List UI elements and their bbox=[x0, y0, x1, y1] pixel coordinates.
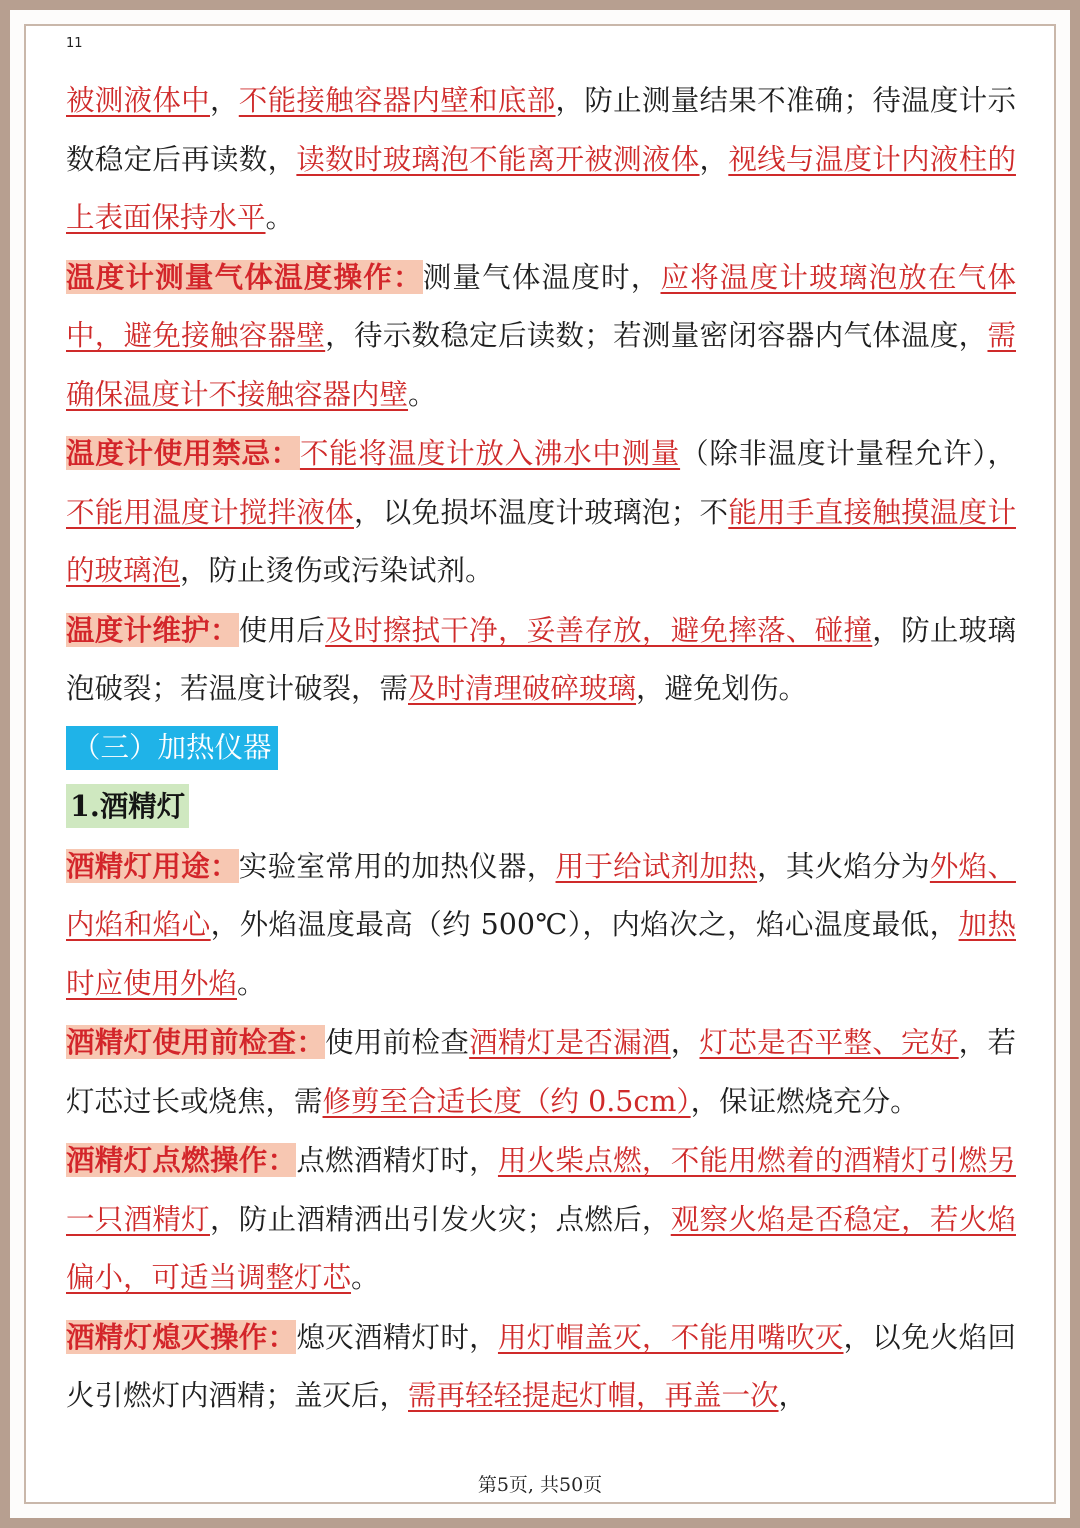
text: ，避免划伤。 bbox=[636, 672, 808, 705]
text: ，其火焰分为 bbox=[757, 849, 930, 883]
text: 。 bbox=[237, 966, 266, 1000]
text: 使用前检查 bbox=[325, 1026, 470, 1059]
section-heading-row bbox=[66, 719, 1016, 778]
text: 实验室常用的加热仪器， bbox=[238, 849, 556, 883]
subsection-heading-row bbox=[66, 777, 1016, 837]
text: ， bbox=[699, 142, 729, 176]
document-body bbox=[66, 72, 1016, 1426]
label-lamp-purpose: 酒精灯用途： bbox=[66, 848, 239, 883]
key-point: 修剪至合适长度（约 0.5cm） bbox=[322, 1084, 691, 1118]
key-point: 被测液体中 bbox=[66, 84, 210, 117]
text: ，防止酒精洒出引发火灾；点燃后， bbox=[209, 1202, 671, 1236]
text: ， bbox=[209, 84, 239, 117]
key-point: 需确保温度计不接触容器内壁 bbox=[66, 319, 1016, 411]
key-point: 能用手直接触摸温度计的玻璃泡 bbox=[66, 495, 1016, 587]
paragraph-gas-measurement bbox=[66, 248, 1016, 425]
text: ，待示数稳定后读数；若测量密闭容器内气体温度， bbox=[325, 319, 988, 352]
page-number-top: 11 bbox=[66, 36, 83, 51]
label-lamp-lighting: 酒精灯点燃操作： bbox=[66, 1143, 297, 1177]
key-point: 不能将温度计放入沸水中测量 bbox=[299, 437, 681, 470]
key-point: 用于给试剂加热 bbox=[555, 849, 758, 883]
text: ，防止烫伤或污染试剂。 bbox=[180, 554, 494, 587]
key-point: 读数时玻璃泡不能离开被测液体 bbox=[296, 142, 700, 176]
paragraph-lamp-precheck bbox=[66, 1013, 1016, 1131]
paragraph-lamp-purpose bbox=[66, 837, 1016, 1014]
key-point: 外焰、内焰和焰心 bbox=[66, 849, 1016, 941]
label-thermometer-maintenance: 温度计维护： bbox=[66, 612, 239, 647]
key-point: 观察火焰是否稳定，若火焰偏小，可适当调整灯芯 bbox=[66, 1202, 1016, 1294]
text: 。 bbox=[351, 1261, 380, 1294]
text: ， bbox=[778, 1379, 808, 1412]
label-gas-measurement: 温度计测量气体温度操作： bbox=[66, 259, 423, 294]
text: 点燃酒精灯时， bbox=[296, 1144, 498, 1177]
paragraph-lamp-extinguishing bbox=[66, 1308, 1016, 1426]
text: ，以免损坏温度计玻璃泡；不 bbox=[353, 495, 729, 529]
key-point: 不能接触容器内壁和底部 bbox=[238, 84, 556, 117]
page-footer: 第5页, 共50页 bbox=[477, 1474, 603, 1496]
text: 使用后 bbox=[238, 613, 326, 647]
key-point: 及时擦拭干净，妥善存放，避免摔落、碰撞 bbox=[325, 613, 873, 647]
key-point: 加热时应使用外焰 bbox=[66, 908, 1016, 1000]
text: ，防止测量结果不准确；待温度计示数稳定后再读数， bbox=[66, 84, 1016, 176]
label-lamp-precheck: 酒精灯使用前检查： bbox=[66, 1025, 326, 1059]
key-point: 不能用温度计搅拌液体 bbox=[66, 495, 354, 529]
paragraph-liquid-reading bbox=[66, 72, 1016, 248]
label-lamp-extinguishing: 酒精灯熄灭操作： bbox=[66, 1319, 297, 1354]
label-thermometer-taboos: 温度计使用禁忌： bbox=[66, 436, 300, 470]
paragraph-thermometer-taboos bbox=[66, 424, 1016, 601]
key-point: 及时清理破碎玻璃 bbox=[408, 672, 637, 705]
text: ，防止玻璃泡破裂；若温度计破裂，需 bbox=[66, 613, 1016, 705]
key-point: 灯芯是否平整、完好 bbox=[699, 1026, 959, 1059]
text: ，保证燃烧充分。 bbox=[690, 1084, 919, 1118]
text: 测量气体温度时， bbox=[422, 260, 661, 294]
key-point: 酒精灯是否漏酒 bbox=[469, 1026, 671, 1059]
text: ， bbox=[670, 1026, 700, 1059]
text: ，以免火焰回火引燃灯内酒精；盖灭后， bbox=[66, 1320, 1016, 1412]
key-point: 用火柴点燃，不能用燃着的酒精灯引燃另一只酒精灯 bbox=[66, 1144, 1016, 1236]
text: 熄灭酒精灯时， bbox=[296, 1320, 498, 1354]
key-point: 视线与温度计内液柱的上表面保持水平 bbox=[66, 142, 1016, 234]
key-point: 用灯帽盖灭，不能用嘴吹灭 bbox=[497, 1320, 844, 1354]
paragraph-thermometer-maintenance bbox=[66, 601, 1016, 719]
text: ，外焰温度最高（约 500℃），内焰次之，焰心温度最低， bbox=[210, 908, 959, 941]
text: 。 bbox=[265, 201, 295, 234]
subsection-heading: 1.酒精灯 bbox=[66, 784, 189, 828]
text: 。 bbox=[408, 377, 437, 411]
key-point: 需再轻轻提起灯帽，再盖一次 bbox=[408, 1379, 779, 1412]
text: （除非温度计量程允许）， bbox=[680, 437, 1016, 470]
section-heading: （三）加热仪器 bbox=[66, 726, 278, 770]
key-point: 应将温度计玻璃泡放在气体中，避免接触容器壁 bbox=[66, 260, 1016, 352]
text: ，若灯芯过长或烧焦，需 bbox=[66, 1026, 1016, 1118]
paragraph-lamp-lighting bbox=[66, 1131, 1016, 1308]
